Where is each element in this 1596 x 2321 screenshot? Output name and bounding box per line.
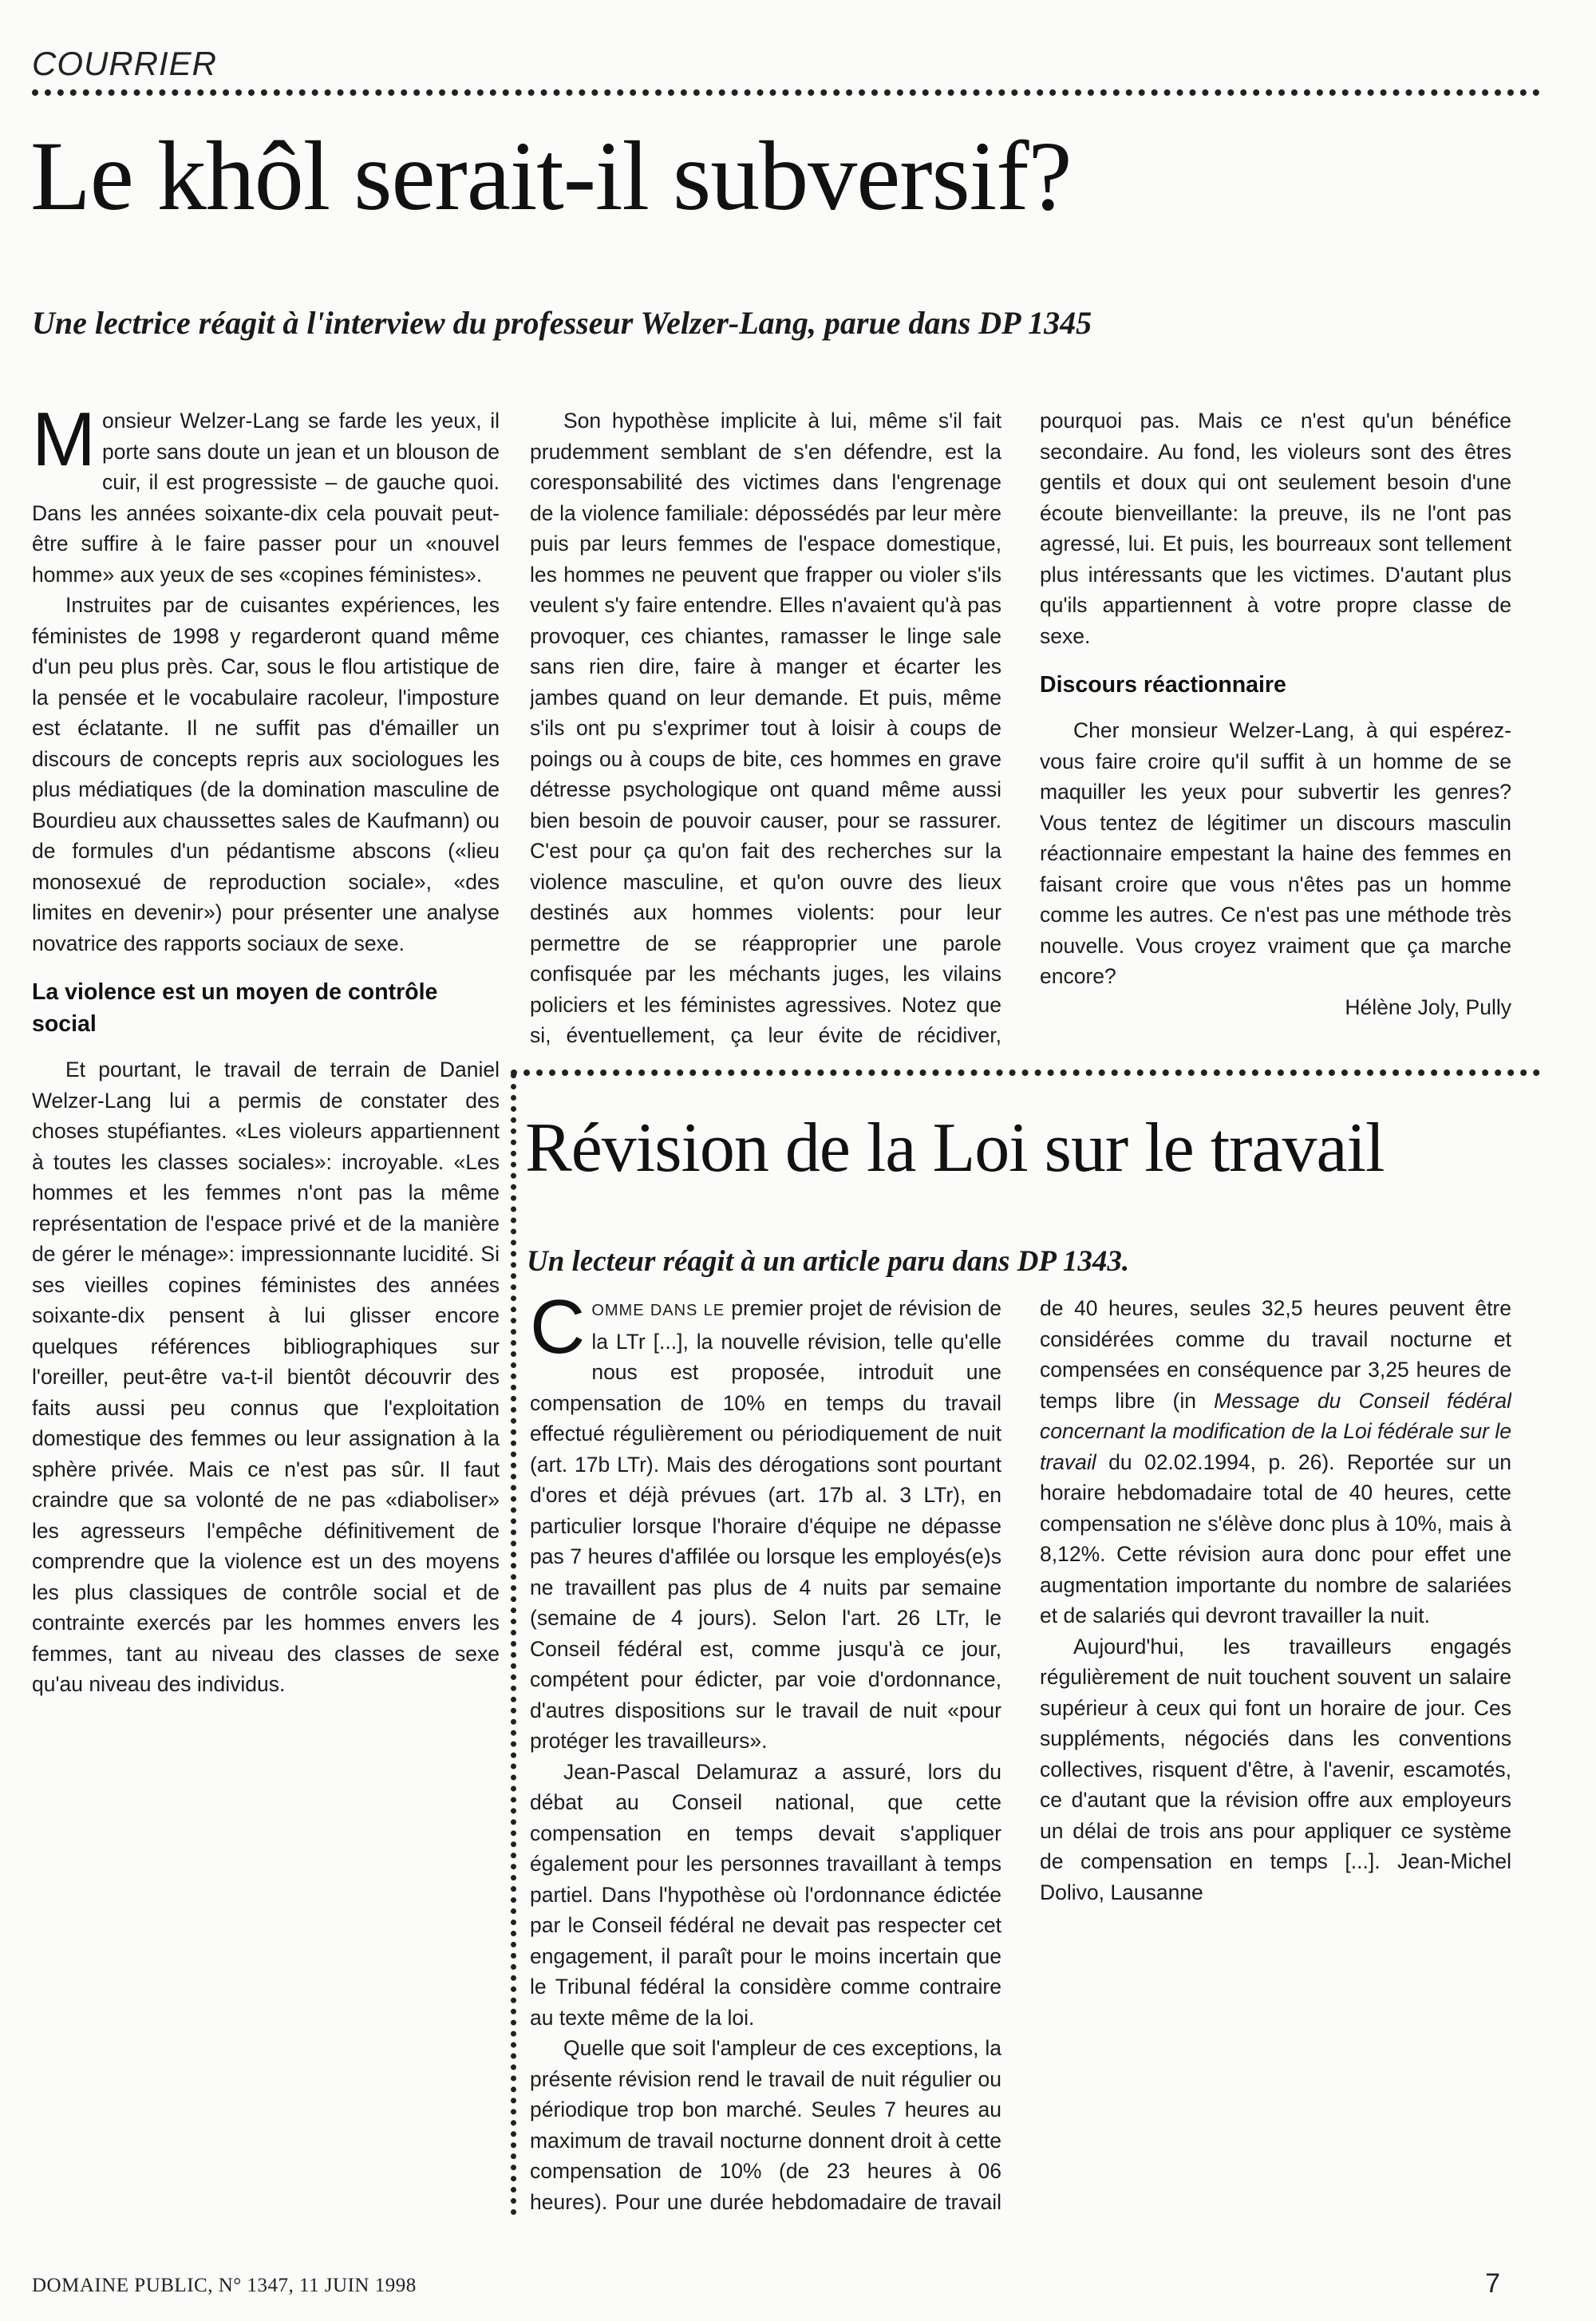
article1-paragraph-1: Monsieur Welzer-Lang se farde les yeux, il porte sans doute un jean et un blouson de cuir, il est progressiste – de gauche quoi. Dans les années soixante-dix cela pouvait peut-être suffire à le faire passer pour un «nouvel homme» aux yeux de ses «copines féministes». <box>32 405 500 587</box>
article1-signature: Hélène Joly, Pully <box>1345 994 1511 1019</box>
article2-dropcap: C <box>530 1293 586 1370</box>
article-separator-dotted-rule <box>511 1070 1540 1076</box>
article1-paragraph-5: Cher monsieur Welzer-Lang, à qui espérez-vous faire croire qu'il suffit à un homme de se maquiller les yeux pour subvertir les genres? Vous tentez de légitimer un discours masculin réactionnaire empestant la haine des femmes en faisant croire que vous n'êtes pas un homme comme les autres. Ce n'est pas une méthode très nouvelle. Vous croyez vraiment que ça marche encore? <box>1040 718 1511 988</box>
article2-cited-document: Message du Conseil fédéral concernant la modification de la Loi fédérale sur le travail <box>1040 1388 1511 1474</box>
article1-column-1 <box>32 405 500 2257</box>
article1-subheading-2: Discours réactionnaire <box>1040 672 1286 698</box>
article1-title: Le khôl serait-il subversif? <box>30 121 1072 231</box>
section-rubric: COURRIER <box>32 45 218 82</box>
page-number: 7 <box>1485 2268 1500 2299</box>
article1-paragraph-4: Son hypothèse implicite à lui, même s'il fait prudemment semblant de s'en défendre, est la coresponsabilité des victimes dans l'engrenage de la violence familiale: dépossédés par leur mère puis par leurs femmes de l'espace domestique, les hommes ne peuvent que frapper ou violer s'ils veulent s'y faire entendre. Elles n'avaient qu'à pas provoquer, ces chiantes, ramasser le linge sale sans rien dire, faire à manger et écarter les jambes quand on leur demande. Et puis, même s'ils ont pu s'exprimer tout à loisir à coups de poings ou à coups de bite, ces hommes en grave détresse psychologique ont quand même aussi bien besoin de pouvoir causer, pour se rassurer. C'est pour ça qu'on fait des recherches sur la violence masculine, et qu'on ouvre des lieux destinés aux hommes violents: pour leur permettre de se réapproprier une parole confisquée par les méchants juges, les vilains policiers et les féministes agressives. Notez que si, éventuellement, ça leur évite de récidiver, pourquoi pas. Mais ce n'est qu'un bénéfice secondaire. Au fond, les violeurs sont des êtres gentils et doux qui ont seulement besoin d'une écoute bienveillante: la preuve, ils ne l'ont pas agressé, lui. Et puis, les bourreaux sont tellement plus intéressants que les victimes. D'autant plus qu'ils appartiennent à votre propre classe de sexe. <box>530 409 1511 1047</box>
article1-paragraph-3: Et pourtant, le travail de terrain de Daniel Welzer-Lang lui a permis de constater des choses stupéfiantes. «Les violeurs appartiennent à toutes les classes sociales»: incroyable. «Les hommes et les femmes n'ont pas la même représentation de l'espace privé et de la manière de gérer le ménage»: impressionnante lucidité. Si ses vieilles copines féministes des années soixante-dix pensent à lui glisser encore quelques références bibliographiques sur l'oreiller, peut-être va-t-il bientôt découvrir des faits aussi peu connus que l'exploitation domestique des femmes ou leur assignation à la sphère privée. Mais ce n'est pas sûr. Il faut craindre que sa volonté de ne pas «diaboliser» les agresseurs l'empêche définitivement de comprendre que la violence est un des moyens les plus classiques de contrôle social et de contrainte exercés par les hommes envers les femmes, tant au niveau des classes de sexe qu'au niveau des individus. <box>32 1058 500 1696</box>
article2-paragraph-1: COMME DANS LE premier projet de révision de la LTr [...], la nouvelle révision, telle qu'elle nous est proposée, introduit une compensation de 10% en temps du travail effectué régulièrement ou périodiquement de nuit (art. 17b LTr). Mais des dérogations sont pourtant d'ores et déjà prévues (art. 17b al. 3 LTr), en particulier lorsque l'horaire d'équipe ne dépasse pas 7 heures d'affilée ou lorsque les employés(e)s ne travaillent pas plus de 4 nuits par semaine (semaine de 4 jours). Selon l'art. 26 LTr, le Conseil fédéral est, comme jusqu'à ce jour, compétent pour édicter, par voie d'ordonnance, d'autres dispositions sur le travail de nuit «pour protéger les travailleurs». <box>530 1293 1001 1753</box>
footer-publication-line: DOMAINE PUBLIC, N° 1347, 11 JUIN 1998 <box>32 2275 417 2296</box>
article2-paragraph-4: Aujourd'hui, les travailleurs engagés régulièrement de nuit touchent souvent un salaire supérieur à ceux qui font un horaire de jour. Ces suppléments, négociés dans les conventions collectives, risquent d'être, à l'avenir, escamotés, ce d'autant que la révision offre aux employeurs un délai de trois ans pour appliquer ce système de compensation en temps [...]. Jean-Michel Dolivo, Lausanne <box>1040 1634 1511 1904</box>
article1-paragraph-2: Instruites par de cuisantes expériences, les féministes de 1998 y regarderont quand même d'un peu plus près. Car, sous le flou artistique de la pensée et le vocabulaire racoleur, l'imposture est éclatante. Il ne suffit pas d'émailler un discours de concepts repris aux sociologues les plus médiatiques (de la domination masculine de Bourdieu aux chaussettes sales de Kaufmann) ou de formules d'un pédantisme abscons («lieu monosexué de reproduction sociale», «des limites en devenir») pour présenter une analyse novatrice des rapports sociaux de sexe. <box>32 593 500 955</box>
article1-column-2-3 <box>530 405 1511 1054</box>
article2-paragraph-3: Quelle que soit l'ampleur de ces exceptions, la présente révision rend le travail de nuit régulier ou périodique trop bon marché. Seules 7 heures au maximum de travail nocturne donnent droit à cette compensation de 10% (de 23 heures à 06 heures). Pour une durée hebdomadaire de travail de 40 heures, seules 32,5 heures peuvent être considérées comme du travail nocturne et compensées en conséquence par 3,25 heures de temps libre (in Message du Conseil fédéral concernant la modification de la Loi fédérale sur le travail du 02.02.1994, p. 26). Reportée sur un horaire hebdomadaire total de 40 heures, cette compensation ne s'élève donc plus à 10%, mais à 8,12%. Cette révision aura donc pour effet une augmentation importante du nombre de salariées et de salariés qui devront travailler la nuit. <box>530 1296 1511 2214</box>
article1-dropcap: M <box>32 405 96 482</box>
article2-paragraph-2: Jean-Pascal Delamuraz a assuré, lors du débat au Conseil national, que cette compensation en temps devait s'appliquer également pour les personnes travaillant à temps partiel. Dans l'hypothèse où l'ordonnance édictée par le Conseil fédéral ne devait pas respecter cet engagement, il paraît pour le moins incertain que le Tribunal fédéral la considère comme contraire au texte même de la loi. <box>530 1759 1001 2030</box>
article2-standfirst: Un lecteur réagit à un article paru dans DP 1343. <box>527 1245 1130 1278</box>
article1-standfirst: Une lectrice réagit à l'interview du professeur Welzer-Lang, parue dans DP 1345 <box>32 305 1092 341</box>
article1-subheading-1: La violence est un moyen de contrôle social <box>32 979 438 1037</box>
top-dotted-rule <box>32 89 1540 96</box>
article2-columns <box>530 1293 1511 2227</box>
article2-title: Révision de la Loi sur le travail <box>525 1109 1385 1187</box>
article2-vertical-dotted-rule <box>511 1073 516 2216</box>
